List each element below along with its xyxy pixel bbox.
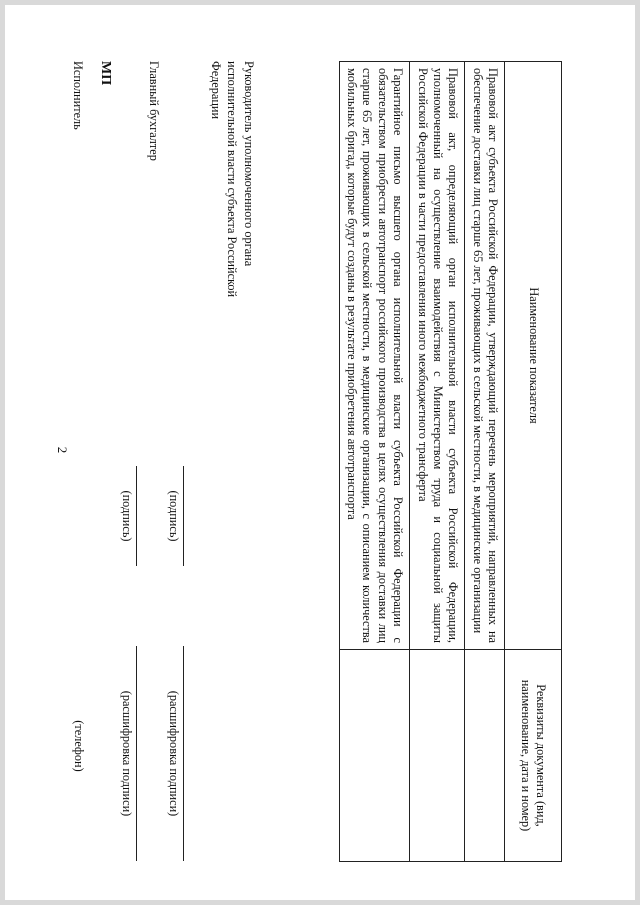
accountant-decoding-line <box>136 646 137 861</box>
indicator-name-cell: Гарантийное письмо высшего органа исполнительной власти субъекта Российской Федерации с обязательством приобрести автотранспорт российского производства в целях осуществления доставки лиц старше 65 лет, проживающих в сельской местности, в медицинские организации, с описанием количества мобильных бригад, которые будут созданы в результате приобретения автотранспорта <box>339 62 409 650</box>
indicator-name-cell: Правовой акт субъекта Российской Федерации, утверждающий перечень мероприятий, направленных на обеспечение доставки лиц старше 65 лет, проживающих в сельской местности, в медицинские организации <box>465 62 505 650</box>
document-page <box>5 5 635 900</box>
head-signature-caption: (подпись) <box>167 490 181 542</box>
landscape-content <box>42 61 562 861</box>
executor-phone-caption: (телефон) <box>72 720 86 772</box>
indicators-table <box>339 61 562 862</box>
accountant-signature-caption: (подпись) <box>120 490 134 542</box>
table-row <box>465 62 505 862</box>
accountant-signature-line <box>136 466 137 566</box>
page-number: 2 <box>55 446 70 454</box>
head-decoding-line <box>183 646 184 861</box>
head-decoding-caption: (расшифровка подписи) <box>167 690 181 817</box>
table-header-row <box>505 62 562 862</box>
header-indicator-name: Наименование показателя <box>505 62 562 650</box>
requisites-cell <box>339 650 409 862</box>
accountant-decoding-caption: (расшифровка подписи) <box>120 690 134 817</box>
table-row <box>410 62 465 862</box>
requisites-cell <box>465 650 505 862</box>
stamp-place-label: МП <box>98 61 113 86</box>
head-signature-line <box>183 466 184 566</box>
indicator-name-cell: Правовой акт, определяющий орган исполнительной власти субъекта Российской Федерации, уполномоченный на осуществление взаимодействия с Министерством труда и социальной защиты Российской Федерации в части предоставления иного межбюджетного трансферта <box>410 62 465 650</box>
table-row <box>339 62 409 862</box>
chief-accountant-label: Главный бухгалтер <box>147 61 161 161</box>
header-document-requisites: Реквизиты документа (вид, наименование, дата и номер) <box>505 650 562 862</box>
executor-label: Исполнитель <box>71 61 85 130</box>
requisites-cell <box>410 650 465 862</box>
head-of-authority-label: Руководитель уполномоченного органа исполнительной власти субъекта Российской Федерации <box>208 61 256 298</box>
